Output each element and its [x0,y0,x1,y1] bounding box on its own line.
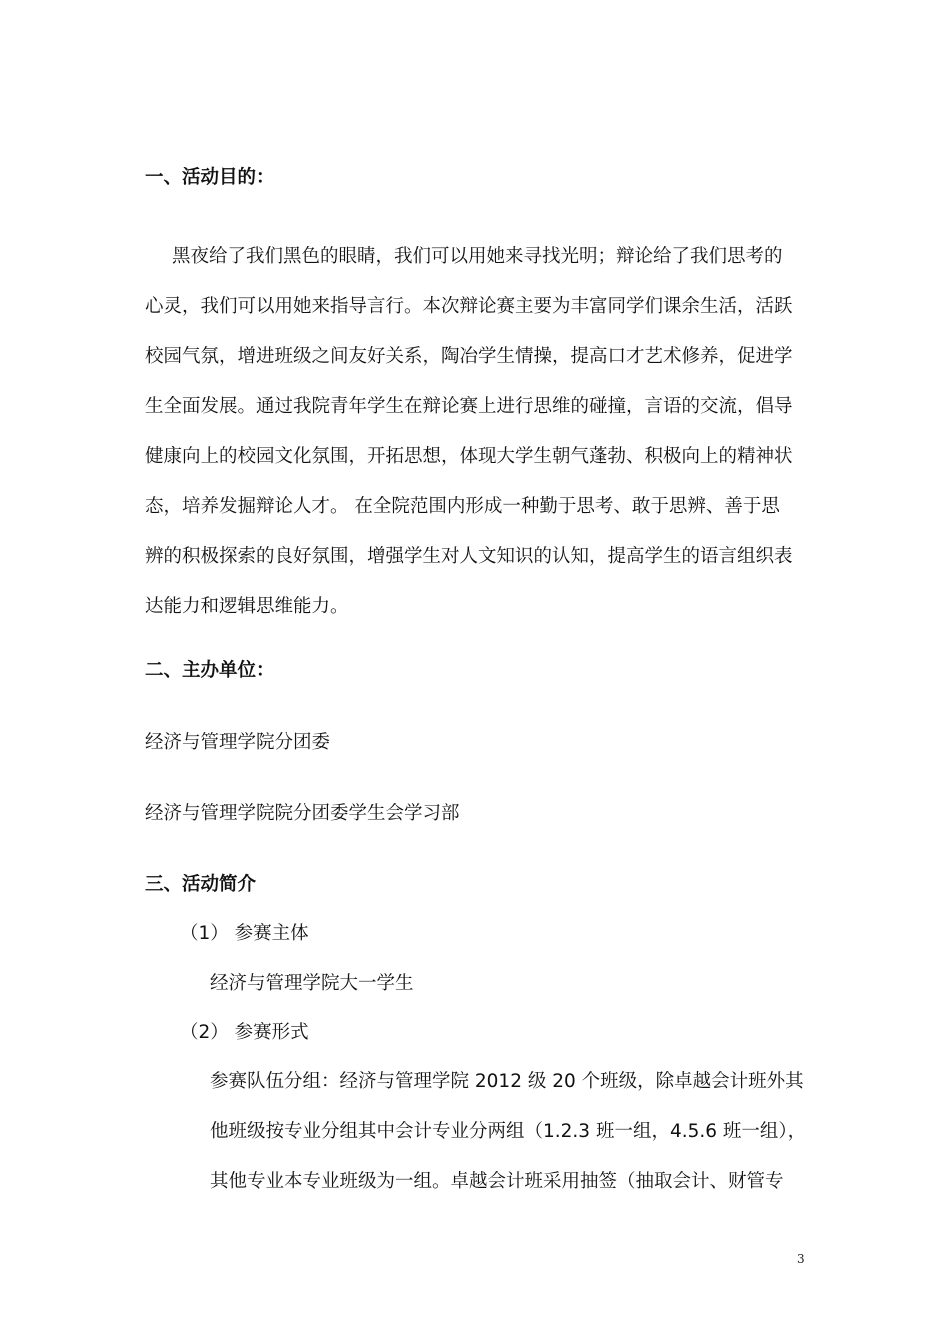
page-number: 3 [797,1252,805,1266]
intro-item-content: 经济与管理学院大一学生 [210,973,414,994]
purpose-paragraph-line: 心灵，我们可以用她来指导言行。本次辩论赛主要为丰富同学们课余生活，活跃 [145,296,793,317]
intro-item-content: 参赛队伍分组：经济与管理学院 2012 级 20 个班级，除卓越会计班外其 [210,1071,804,1092]
intro-item-label: （2） 参赛形式 [180,1022,309,1043]
intro-item-content: 他班级按专业分组其中会计专业分两组（1.2.3 班一组，4.5.6 班一组）， [210,1121,807,1142]
purpose-paragraph-line: 达能力和逻辑思维能力。 [145,596,349,617]
purpose-paragraph-line: 健康向上的校园文化氛围，开拓思想，体现大学生朝气蓬勃、积极向上的精神状 [145,446,793,467]
purpose-paragraph-line: 黑夜给了我们黑色的眼睛，我们可以用她来寻找光明；辩论给了我们思考的 [172,246,783,267]
section-heading-organizer: 二、主办单位： [145,660,275,681]
purpose-paragraph-line: 生全面发展。通过我院青年学生在辩论赛上进行思维的碰撞，言语的交流，倡导 [145,396,793,417]
intro-item-content: 其他专业本专业班级为一组。卓越会计班采用抽签（抽取会计、财管专 [210,1171,784,1192]
intro-item-label: （1） 参赛主体 [180,923,309,944]
organizer-unit: 经济与管理学院分团委 [145,732,331,753]
purpose-paragraph-line: 校园气氛，增进班级之间友好关系，陶冶学生情操，提高口才艺术修养，促进学 [145,346,793,367]
purpose-paragraph-line: 态，培养发掘辩论人才。 在全院范围内形成一种勤于思考、敢于思辨、善于思 [145,496,780,517]
section-heading-purpose: 一、活动目的： [145,167,275,188]
organizer-unit: 经济与管理学院院分团委学生会学习部 [145,803,460,824]
purpose-paragraph-line: 辨的积极探索的良好氛围，增强学生对人文知识的认知，提高学生的语言组织表 [145,546,793,567]
section-heading-intro: 三、活动简介 [145,874,257,895]
